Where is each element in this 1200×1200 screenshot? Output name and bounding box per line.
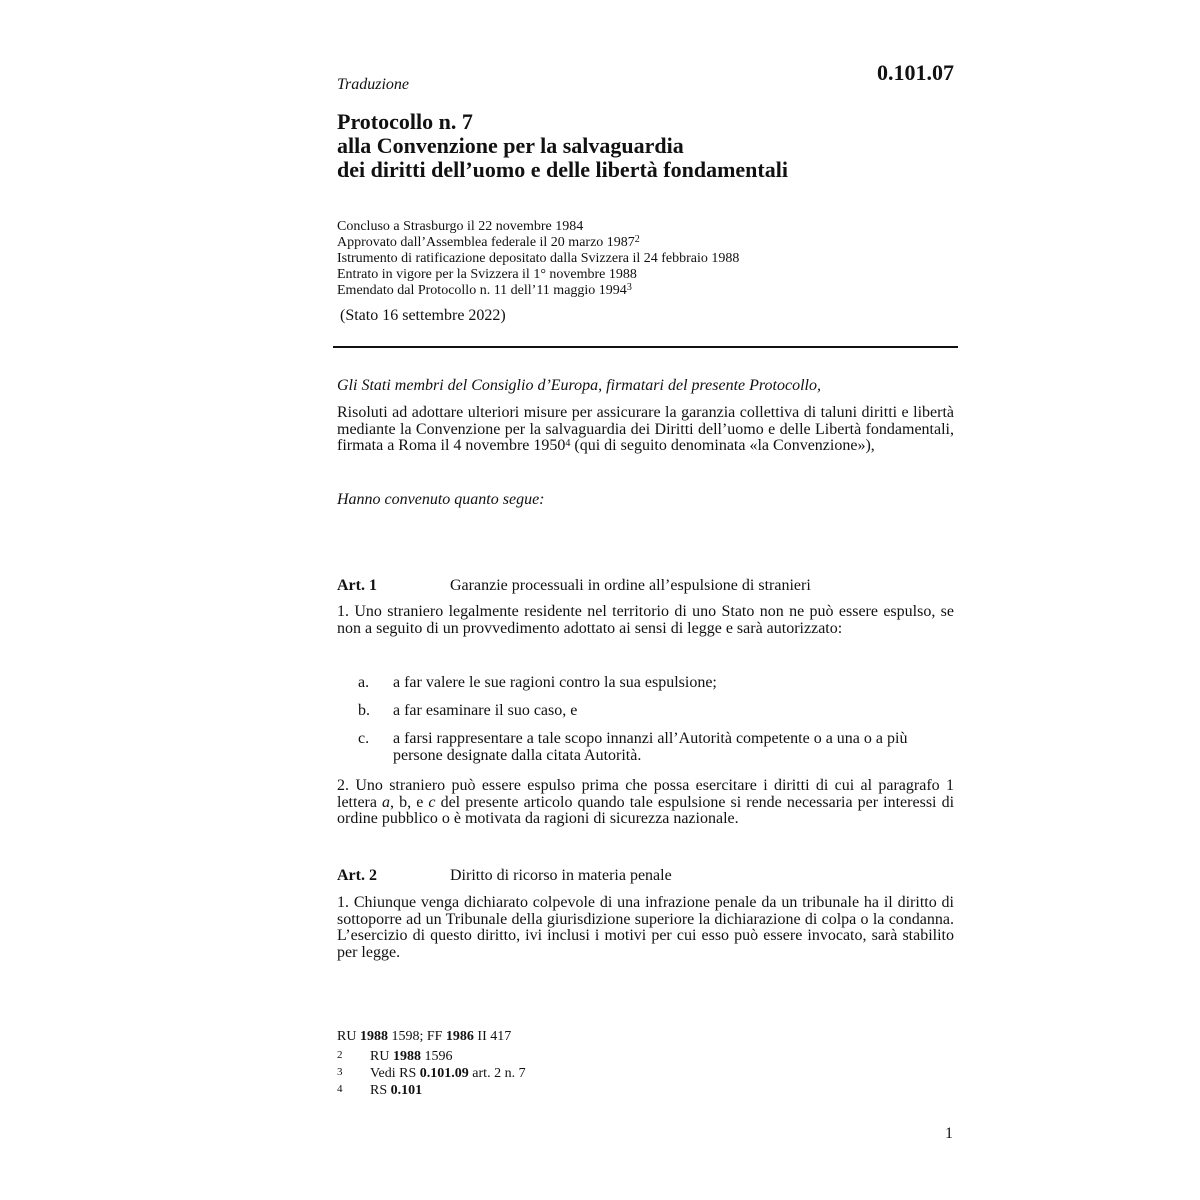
footnote-source: RU 1988 1598; FF 1986 II 417: [337, 1029, 512, 1044]
header-divider: [333, 346, 958, 348]
article-1-paragraph-2: 2. Uno straniero può essere espulso prima che possa esercitare i diritti di cui al paragrafo 1 lettera a, b, e c del presente articolo quando tale espulsione si rende necessaria per interessi di ordine pubblico o è motivata da ragioni di sicurezza nazionale.: [337, 777, 955, 827]
list-item: a. a far valere le sue ragioni contro la sua espulsione;: [358, 674, 717, 691]
article-1-paragraph-1: 1. Uno straniero legalmente residente nel territorio di uno Stato non ne può essere espulso, se non a seguito di un provvedimento adottato ai sensi di legge e sarà autorizzato:: [337, 603, 954, 637]
article-number: Art. 1: [337, 577, 377, 594]
document-metadata: [337, 219, 739, 299]
footnote-ref[interactable]: 3: [626, 282, 632, 293]
footnote-ref[interactable]: 4: [565, 438, 571, 449]
article-2-paragraph-1: 1. Chiunque venga dichiarato colpevole di una infrazione penale da un tribunale ha il diritto di sottoporre ad un Tribunale della giurisdizione superiore la dichiarazione di colpa o la condanna. L’esercizio di questo diritto, ivi inclusi i motivi per cui esso può essere invocato, sarà stabilito per legge.: [337, 894, 954, 961]
article-number: Art. 2: [337, 867, 377, 884]
title-line: Protocollo n. 7: [337, 109, 473, 134]
article-title: Garanzie processuali in ordine all’espulsione di stranieri: [450, 577, 811, 594]
list-item: b. a far esaminare il suo caso, e: [358, 702, 578, 719]
article-2-heading: [337, 867, 672, 885]
article-1-heading: [337, 577, 811, 595]
footnote-4: 4 RS 0.101: [337, 1083, 423, 1098]
page-number: 1: [945, 1125, 953, 1142]
footnote-3: 3 Vedi RS 0.101.09 art. 2 n. 7: [337, 1066, 526, 1081]
document-title: [337, 110, 957, 182]
meta-emendato: Emendato dal Protocollo n. 11 dell’11 maggio 1994$^3$: [337, 282, 632, 298]
preamble-intro: Gli Stati membri del Consiglio d’Europa, firmatari del presente Protocollo,: [337, 377, 821, 394]
sr-number: 0.101.07: [877, 60, 954, 85]
translation-label: Traduzione: [337, 76, 410, 93]
title-line: dei diritti dell’uomo e delle libertà fondamentali: [337, 157, 788, 182]
meta-istrumento: Istrumento di ratificazione depositato dalla Svizzera il 24 febbraio 1988: [337, 251, 740, 266]
meta-concluso: Concluso a Strasburgo il 22 novembre 1984: [337, 219, 584, 234]
footnote-2: 2 RU 1988 1596: [337, 1049, 453, 1064]
title-line: alla Convenzione per la salvaguardia: [337, 133, 684, 158]
meta-approvato: Approvato dall’Assemblea federale il 20 marzo 1987$^2$: [337, 234, 640, 250]
meta-entrato: Entrato in vigore per la Svizzera il 1° novembre 1988: [337, 267, 637, 282]
preamble-convenuto: Hanno convenuto quanto segue:: [337, 491, 545, 508]
footnote-ref[interactable]: 2: [634, 234, 640, 245]
list-item: c. a farsi rappresentare a tale scopo innanzi all’Autorità competente o a una o a più persone designate dalla citata Autorità.: [358, 730, 908, 764]
preamble-risoluti: Risoluti ad adottare ulteriori misure per assicurare la garanzia collettiva di taluni diritti e libertà mediante la Convenzione per la salvaguardia dei Diritti dell’uomo e delle Libertà fondamentali, firmata a Roma il 4 novembre 1950$^4$ (qui di seguito denominata «la Convenzione»),: [337, 404, 954, 454]
article-title: Diritto di ricorso in materia penale: [450, 867, 672, 884]
status-date: (Stato 16 settembre 2022): [340, 307, 506, 324]
